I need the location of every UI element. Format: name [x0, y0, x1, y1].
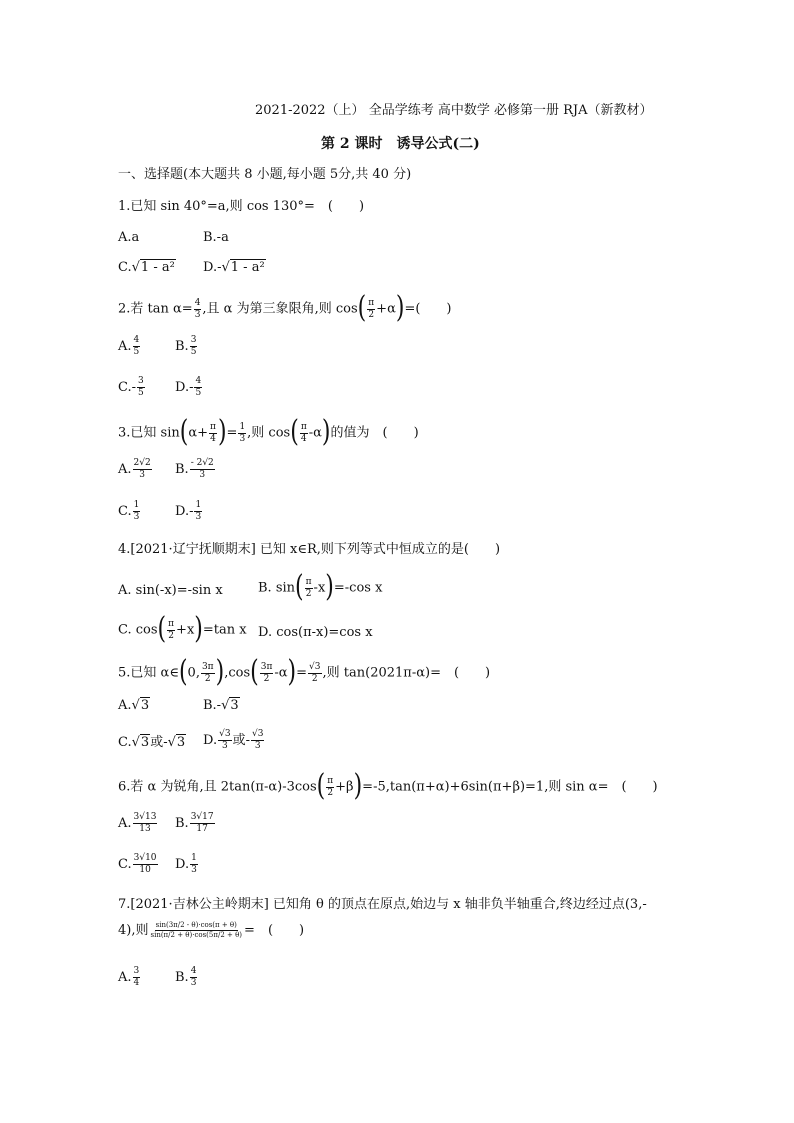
left-paren-icon: (	[250, 655, 259, 690]
q5-option-c: C.√3或-√3	[118, 735, 186, 750]
q6-option-c: C. $\frac{3√10}{10}$	[118, 853, 157, 875]
q3-option-d: D.- $\frac{1}{3}$	[175, 500, 202, 522]
q6-option-b: B. $\frac{3√17}{17}$	[175, 812, 214, 834]
left-paren-icon: (	[316, 769, 326, 804]
sqrt-sign-icon: √3	[167, 735, 186, 750]
right-paren-icon: )	[321, 415, 331, 450]
q2-option-c: C.- $\frac{3}{5}$	[118, 376, 144, 398]
sqrt-sign-icon: √3	[131, 735, 150, 750]
q1-option-b: B.-a	[203, 230, 229, 245]
q4-stem: 4.[2021·辽宁抚顺期末] 已知 x∈R,则下列等式中恒成立的是( )	[118, 542, 501, 557]
left-paren-icon: (	[295, 570, 304, 605]
q3-option-b: B. $\frac{- 2√2}{3}$	[175, 458, 214, 480]
left-paren-icon: (	[178, 655, 188, 690]
q1-option-d: D.-√1 - a²	[203, 260, 265, 275]
left-paren-icon: (	[290, 415, 299, 450]
q4-option-a: A. sin(-x)=-sin x	[118, 583, 223, 598]
sqrt-sign-icon: √1 - a²	[131, 260, 175, 275]
section-heading: 一、选择题(本大题共 8 小题,每小题 5分,共 40 分)	[118, 167, 412, 182]
right-paren-icon: )	[217, 415, 227, 450]
q2-option-b: B. $\frac{3}{5}$	[175, 335, 197, 357]
right-paren-icon: )	[395, 291, 405, 326]
q4-option-c: C. cos( $\frac{\pi}{2}$ +x)=tan x	[118, 612, 247, 647]
q6-option-d: D. $\frac{1}{3}$	[175, 853, 197, 875]
q6-option-a: A. $\frac{3√13}{13}$	[118, 812, 157, 834]
q1-stem: 1.已知 sin 40°=a,则 cos 130°= ( )	[118, 199, 365, 214]
q1-option-c: C.√1 - a²	[118, 260, 175, 275]
q7-stem-line1: 7.[2021·吉林公主岭期末] 已知角 θ 的顶点在原点,始边与 x 轴非负半轴重合,终边经过点(3,-	[118, 897, 647, 912]
left-paren-icon: (	[157, 612, 167, 647]
q2-option-a: A. $\frac{4}{5}$	[118, 335, 140, 357]
left-paren-icon: (	[357, 291, 367, 326]
sqrt-sign-icon: √1 - a²	[221, 260, 265, 275]
q3-option-a: A. $\frac{2√2}{3}$	[118, 458, 151, 480]
q3-stem: 3.已知 sin(α+ $\frac{\pi}{4}$ )= $\frac{1}{3}$ ,则 cos( $\frac{\pi}{4}$ -α)的值为 ( )	[118, 415, 419, 450]
q6-stem: 6.若 α 为锐角,且 2tan(π-α)-3cos( $\frac{\pi}{2}$ +β)=-5,tan(π+α)+6sin(π+β)=1,则 sin α= ( )	[118, 769, 658, 804]
right-paren-icon: )	[353, 769, 363, 804]
page-header: 2021-2022（上） 全品学练考 高中数学 必修第一册 RJA（新教材）	[255, 103, 653, 118]
q5-option-a: A.√3	[118, 698, 150, 713]
q5-stem: 5.已知 α∈(0, $\frac{3\pi}{2}$ ),cos( $\frac{3\pi}{2}$ -α)= $\frac{√3}{2}$ ,则 tan(2021π-α)= ( )	[118, 655, 491, 690]
q4-option-b: B. sin( $\frac{\pi}{2}$ -x)=-cos x	[258, 570, 383, 605]
q1-option-a: A.a	[118, 230, 140, 245]
q7-stem-line2: 4),则 $\frac{\sin(3\pi/2 - \theta)\cdot\cos(\pi + \theta)}{\sin(\pi/2 + \theta)\cdot\cos(5\pi/2 + \theta)}$ = ( )	[118, 921, 305, 939]
left-paren-icon: (	[179, 415, 189, 450]
q7-option-a: A. $\frac{3}{4}$	[118, 966, 140, 988]
q2-stem: 2.若 tan α= $\frac{4}{3}$ ,且 α 为第三象限角,则 cos( $\frac{\pi}{2}$ +α)=( )	[118, 291, 452, 326]
q7-option-b: B. $\frac{4}{3}$	[175, 966, 197, 988]
q5-option-b: B.-√3	[203, 698, 239, 713]
lesson-title: 第 2 课时 诱导公式(二)	[321, 136, 480, 152]
right-paren-icon: )	[194, 612, 203, 647]
sqrt-sign-icon: √3	[131, 698, 150, 713]
q4-option-d: D. cos(π-x)=cos x	[258, 625, 373, 640]
right-paren-icon: )	[287, 655, 297, 690]
sqrt-sign-icon: √3	[221, 698, 239, 713]
q2-option-d: D.- $\frac{4}{5}$	[175, 376, 202, 398]
q3-option-c: C. $\frac{1}{3}$	[118, 500, 140, 522]
right-paren-icon: )	[215, 655, 225, 690]
q5-option-d: D. $\frac{√3}{3}$ 或- $\frac{√3}{3}$	[203, 729, 264, 751]
right-paren-icon: )	[325, 570, 334, 605]
